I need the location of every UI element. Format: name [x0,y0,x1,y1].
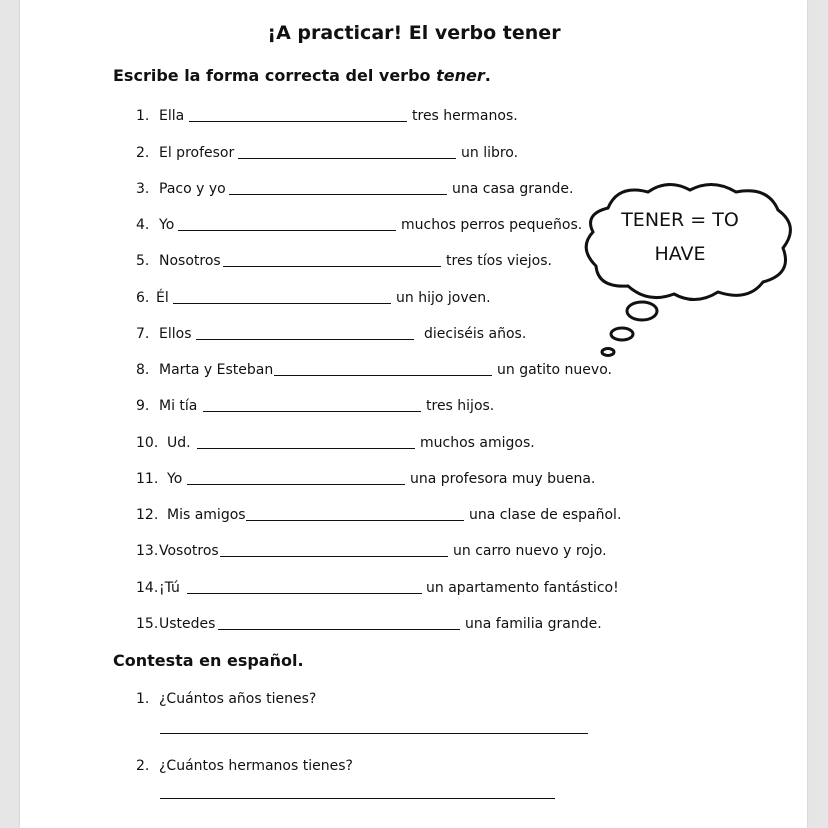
item-number: 3. [136,181,150,197]
item-subject: Mis amigos [167,507,246,523]
item-subject: ¡Tú [159,580,180,596]
cloud-text-line-2: HAVE [654,243,706,265]
section-heading-answer: Contesta en español. [113,651,304,670]
thought-bubble-small [602,349,614,356]
section-heading-conjugate [113,66,491,85]
answer-blank[interactable] [189,121,407,122]
question-number: 1. [136,691,150,707]
answer-blank[interactable] [178,230,396,231]
item-subject: Ud. [167,435,191,451]
item-rest: una clase de español. [469,507,622,523]
item-subject: Nosotros [159,253,221,269]
answer-blank[interactable] [173,303,391,304]
item-number: 10. [136,435,159,451]
section-heading-verb: tener [436,66,485,85]
item-number: 9. [136,398,150,414]
answer-blank[interactable] [187,593,422,594]
item-number: 11. [136,471,159,487]
question-text: ¿Cuántos hermanos tienes? [159,758,353,774]
item-rest: una profesora muy buena. [410,471,596,487]
item-rest: una familia grande. [465,616,602,632]
item-subject: El profesor [159,145,235,161]
answer-blank[interactable] [274,375,492,376]
cloud-text-line-1: TENER = TO [621,209,739,231]
item-rest: un libro. [461,145,519,161]
thought-cloud [578,178,798,358]
item-rest: una casa grande. [452,181,574,197]
item-subject: Ellos [159,326,192,342]
item-subject: Paco y yo [159,181,226,197]
item-subject: Vosotros [159,543,219,559]
item-rest: un apartamento fantástico! [426,580,619,596]
item-rest: un carro nuevo y rojo. [453,543,607,559]
answer-blank[interactable] [218,629,460,630]
answer-blank[interactable] [246,520,464,521]
thought-bubble-medium [611,328,633,340]
item-number: 15. [136,616,159,632]
item-number: 4. [136,217,150,233]
item-number: 2. [136,145,150,161]
item-rest: dieciséis años. [424,326,527,342]
section-heading-prefix: Escribe la forma correcta del verbo [113,66,437,85]
thought-bubble-large [627,302,657,320]
item-number: 13. [136,543,159,559]
answer-line[interactable] [160,798,555,799]
item-subject: Mi tía [159,398,198,414]
item-rest: tres tíos viejos. [446,253,552,269]
section-heading-suffix: . [484,66,491,85]
item-subject: Él [156,290,169,306]
answer-line[interactable] [160,733,588,734]
item-rest: un gatito nuevo. [497,362,612,378]
item-subject: Ella [159,108,185,124]
item-subject: Marta y Esteban [159,362,274,378]
item-number: 5. [136,253,150,269]
answer-blank[interactable] [197,448,415,449]
item-rest: tres hermanos. [412,108,518,124]
answer-blank[interactable] [196,339,414,340]
item-number: 7. [136,326,150,342]
question-number: 2. [136,758,150,774]
answer-blank[interactable] [187,484,405,485]
item-rest: un hijo joven. [396,290,491,306]
item-number: 8. [136,362,150,378]
item-number: 12. [136,507,159,523]
answer-blank[interactable] [229,194,447,195]
item-subject: Yo [167,471,183,487]
question-text: ¿Cuántos años tienes? [159,691,317,707]
answer-blank[interactable] [238,158,456,159]
page-title: ¡A practicar! El verbo tener [267,22,561,44]
answer-blank[interactable] [203,411,421,412]
item-rest: muchos perros pequeños. [401,217,583,233]
answer-blank[interactable] [223,266,441,267]
item-rest: tres hijos. [426,398,495,414]
item-subject: Yo [159,217,175,233]
item-rest: muchos amigos. [420,435,535,451]
item-number: 14. [136,580,159,596]
item-number: 6. [136,290,150,306]
item-subject: Ustedes [159,616,216,632]
item-number: 1. [136,108,150,124]
answer-blank[interactable] [220,556,448,557]
